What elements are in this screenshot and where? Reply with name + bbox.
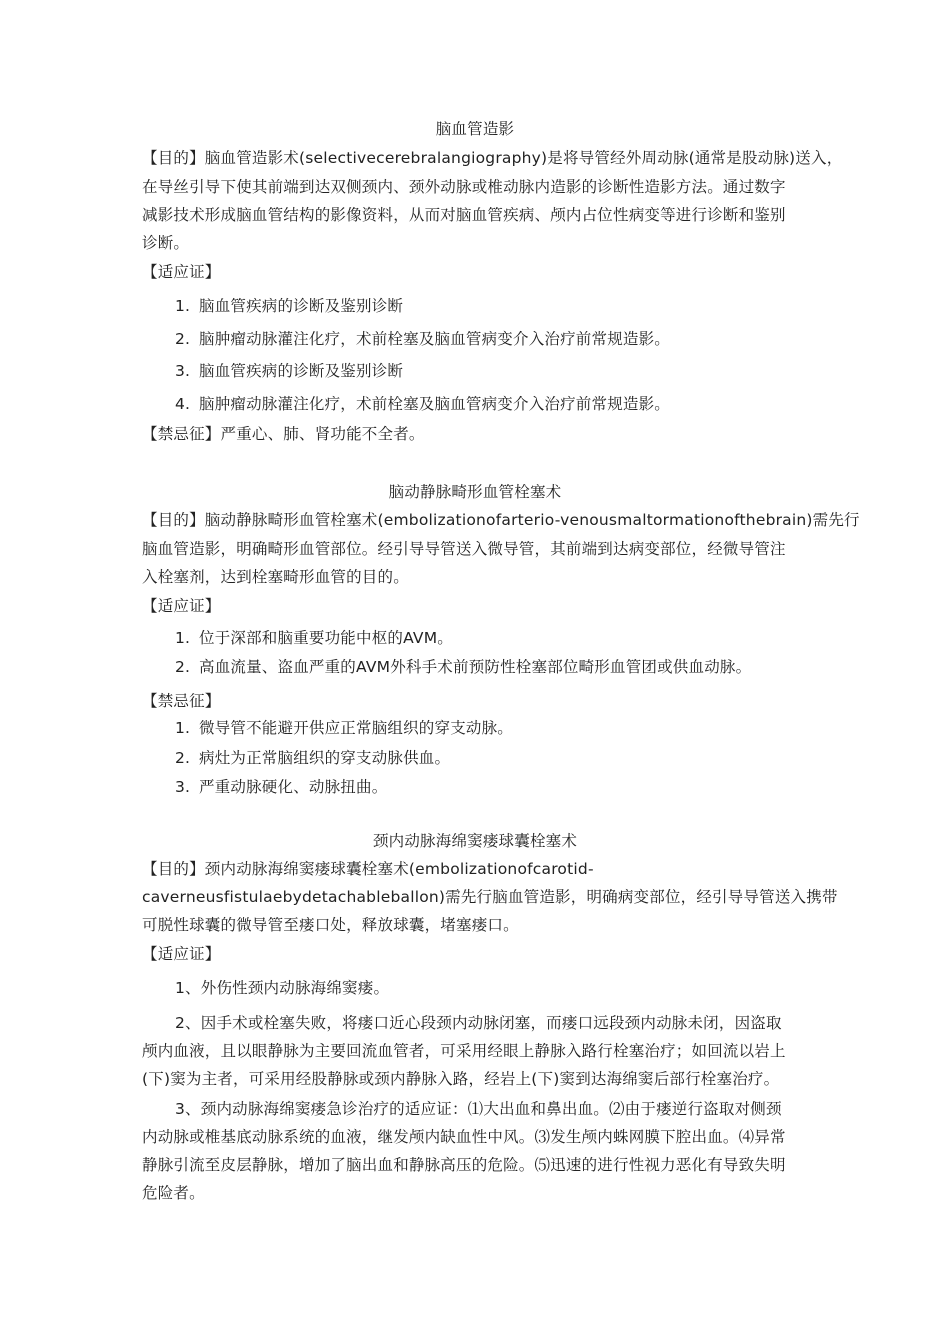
indications-heading: 【适应证】: [142, 263, 221, 281]
paragraph-line: (下)窦为主者，可采用经股静脉或颈内静脉入路，经岩上(下)窦到达海绵窦后部行栓塞治疗。: [142, 1070, 780, 1088]
list-text: 微导管不能避开供应正常脑组织的穿支动脉。: [199, 719, 514, 737]
purpose-line: 【目的】颈内动脉海绵窦瘘球囊栓塞术(embolizationofcarotid-: [142, 860, 594, 878]
list-item: [175, 296, 403, 316]
paragraph-line: 1、外伤性颈内动脉海绵窦瘘。: [175, 979, 390, 997]
purpose-line: caverneusfistulaebydetachableballon)需先行脑血管造影，明确病变部位，经引导导管送入携带: [142, 888, 838, 906]
list-number: 1.: [175, 629, 191, 647]
purpose-line: 【目的】脑动静脉畸形血管栓塞术(embolizationofarterio-venousmaltormationofthebrain)需先行: [142, 511, 860, 529]
purpose-line: 脑血管造影，明确畸形血管部位。经引导导管送入微导管，其前端到达病变部位，经微导管注: [142, 540, 786, 558]
indications-heading: 【适应证】: [142, 945, 221, 963]
list-text: 高血流量、盗血严重的AVM外科手术前预防性栓塞部位畸形血管团或供血动脉。: [199, 658, 752, 676]
list-text: 脑肿瘤动脉灌注化疗，术前栓塞及脑血管病变介入治疗前常规造影。: [199, 395, 671, 413]
section-title: 脑动静脉畸形血管栓塞术: [388, 483, 562, 501]
list-text: 严重动脉硬化、动脉扭曲。: [199, 778, 388, 796]
list-number: 2.: [175, 330, 191, 348]
list-number: 3.: [175, 362, 191, 380]
list-number: 4.: [175, 395, 191, 413]
list-text: 病灶为正常脑组织的穿支动脉供血。: [199, 749, 451, 767]
purpose-line: 诊断。: [142, 234, 190, 252]
purpose-line: 【目的】脑血管造影术(selectivecerebralangiography)是将导管经外周动脉(通常是股动脉)送入，: [142, 149, 843, 167]
paragraph-line: 内动脉或椎基底动脉系统的血液，继发颅内缺血性中风。⑶发生颅内蛛网膜下腔出血。⑷异常: [142, 1128, 786, 1146]
list-item: [175, 361, 403, 381]
list-number: 1.: [175, 297, 191, 315]
paragraph-line: 颅内血液，且以眼静脉为主要回流血管者，可采用经眼上静脉入路行栓塞治疗；如回流以岩上: [142, 1042, 786, 1060]
list-item: [175, 628, 453, 648]
list-text: 位于深部和脑重要功能中枢的AVM。: [199, 629, 453, 647]
indications-heading: 【适应证】: [142, 597, 221, 615]
list-item: [175, 748, 450, 768]
list-text: 脑血管疾病的诊断及鉴别诊断: [199, 362, 404, 380]
list-number: 1.: [175, 719, 191, 737]
list-item: [175, 657, 751, 677]
purpose-line: 入栓塞剂，达到栓塞畸形血管的目的。: [142, 568, 409, 586]
paragraph-line: 2、因手术或栓塞失败，将瘘口近心段颈内动脉闭塞，而瘘口远段颈内动脉未闭，因盗取: [175, 1014, 782, 1032]
list-text: 脑血管疾病的诊断及鉴别诊断: [199, 297, 404, 315]
list-number: 3.: [175, 778, 191, 796]
list-item: [175, 329, 670, 349]
list-item: [175, 718, 513, 738]
section-title: 颈内动脉海绵窦瘘球囊栓塞术: [372, 832, 578, 850]
list-text: 脑肿瘤动脉灌注化疗，术前栓塞及脑血管病变介入治疗前常规造影。: [199, 330, 671, 348]
purpose-line: 减影技术形成脑血管结构的影像资料，从而对脑血管疾病、颅内占位性病变等进行诊断和鉴别: [142, 206, 786, 224]
paragraph-line: 静脉引流至皮层静脉，增加了脑出血和静脉高压的危险。⑸迅速的进行性视力恶化有导致失明: [142, 1156, 786, 1174]
paragraph-line: 3、颈内动脉海绵窦瘘急诊治疗的适应证：⑴大出血和鼻出血。⑵由于瘘逆行盗取对侧颈: [175, 1100, 782, 1118]
list-item: [175, 394, 670, 414]
section-title: 脑血管造影: [435, 120, 515, 138]
paragraph-line: 危险者。: [142, 1184, 205, 1202]
list-item: [175, 777, 387, 797]
list-number: 2.: [175, 749, 191, 767]
contraindications-heading: 【禁忌征】: [142, 692, 221, 710]
contraindication-line: 【禁忌征】严重心、肺、肾功能不全者。: [142, 425, 425, 443]
purpose-line: 在导丝引导下使其前端到达双侧颈内、颈外动脉或椎动脉内造影的诊断性造影方法。通过数字: [142, 178, 786, 196]
purpose-line: 可脱性球囊的微导管至瘘口处，释放球囊，堵塞瘘口。: [142, 916, 519, 934]
list-number: 2.: [175, 658, 191, 676]
